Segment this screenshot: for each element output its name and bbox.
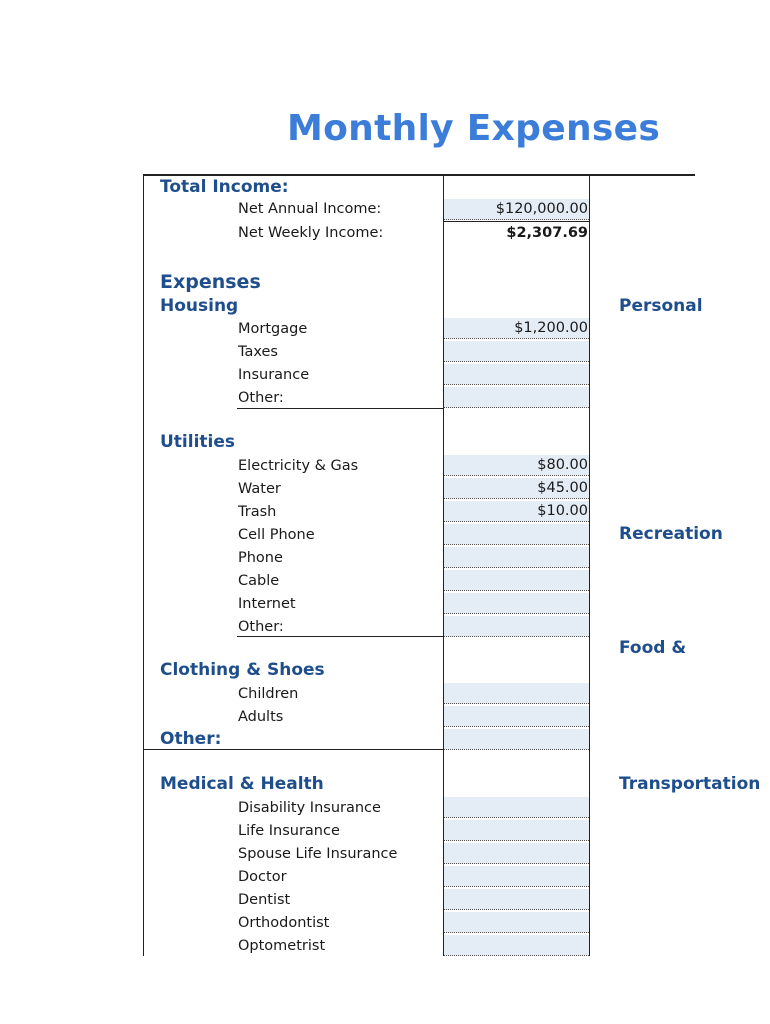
housing-divider (237, 408, 443, 409)
orthodontist-value[interactable] (444, 912, 589, 933)
phone-value[interactable] (444, 547, 589, 568)
utilities-other-value[interactable] (444, 616, 589, 637)
cell-phone-label: Cell Phone (238, 527, 315, 543)
cable-value[interactable] (444, 570, 589, 591)
expenses-heading: Expenses (160, 271, 261, 293)
trash-value[interactable]: $10.00 (444, 501, 589, 522)
value-column-right-border (589, 175, 590, 956)
internet-label: Internet (238, 596, 296, 612)
utilities-divider (237, 636, 443, 637)
medical-heading: Medical & Health (160, 774, 324, 794)
income-divider (444, 221, 589, 222)
housing-other-label: Other: (238, 390, 284, 406)
spouse-life-insurance-value[interactable] (444, 843, 589, 864)
electricity-gas-value[interactable]: $80.00 (444, 455, 589, 476)
transportation-heading: Transportation (619, 774, 761, 794)
mortgage-value[interactable]: $1,200.00 (444, 318, 589, 339)
children-label: Children (238, 686, 299, 702)
housing-insurance-value[interactable] (444, 364, 589, 385)
clothing-divider (143, 749, 443, 750)
disability-insurance-label: Disability Insurance (238, 800, 381, 816)
total-income-heading: Total Income: (160, 177, 289, 197)
water-value[interactable]: $45.00 (444, 478, 589, 499)
trash-label: Trash (238, 504, 277, 520)
taxes-value[interactable] (444, 341, 589, 362)
doctor-label: Doctor (238, 869, 287, 885)
taxes-label: Taxes (238, 344, 278, 360)
life-insurance-value[interactable] (444, 820, 589, 841)
clothing-other-label: Other: (160, 729, 222, 749)
food-heading: Food & (619, 638, 687, 658)
net-weekly-income-label: Net Weekly Income: (238, 225, 384, 241)
dentist-label: Dentist (238, 892, 291, 908)
personal-heading: Personal (619, 296, 703, 316)
clothing-other-value[interactable] (444, 729, 589, 750)
clothing-heading: Clothing & Shoes (160, 660, 325, 680)
right-column-clip (600, 0, 761, 1024)
optometrist-value[interactable] (444, 935, 589, 956)
disability-insurance-value[interactable] (444, 797, 589, 818)
electricity-gas-label: Electricity & Gas (238, 458, 359, 474)
adults-value[interactable] (444, 706, 589, 727)
water-label: Water (238, 481, 281, 497)
net-weekly-income-value: $2,307.69 (444, 223, 589, 244)
life-insurance-label: Life Insurance (238, 823, 340, 839)
recreation-heading: Recreation (619, 524, 723, 544)
spouse-life-insurance-label: Spouse Life Insurance (238, 846, 398, 862)
cell-phone-value[interactable] (444, 524, 589, 545)
children-value[interactable] (444, 683, 589, 704)
cable-label: Cable (238, 573, 280, 589)
left-border (143, 175, 144, 956)
adults-label: Adults (238, 709, 284, 725)
utilities-heading: Utilities (160, 432, 236, 452)
orthodontist-label: Orthodontist (238, 915, 330, 931)
internet-value[interactable] (444, 593, 589, 614)
housing-insurance-label: Insurance (238, 367, 310, 383)
dentist-value[interactable] (444, 889, 589, 910)
net-annual-income-label: Net Annual Income: (238, 201, 382, 217)
optometrist-label: Optometrist (238, 938, 326, 954)
utilities-other-label: Other: (238, 619, 284, 635)
net-annual-income-value[interactable]: $120,000.00 (444, 199, 589, 220)
mortgage-label: Mortgage (238, 321, 308, 337)
housing-other-value[interactable] (444, 387, 589, 408)
doctor-value[interactable] (444, 866, 589, 887)
phone-label: Phone (238, 550, 283, 566)
page-title: Monthly Expenses (287, 108, 661, 149)
housing-heading: Housing (160, 296, 239, 316)
